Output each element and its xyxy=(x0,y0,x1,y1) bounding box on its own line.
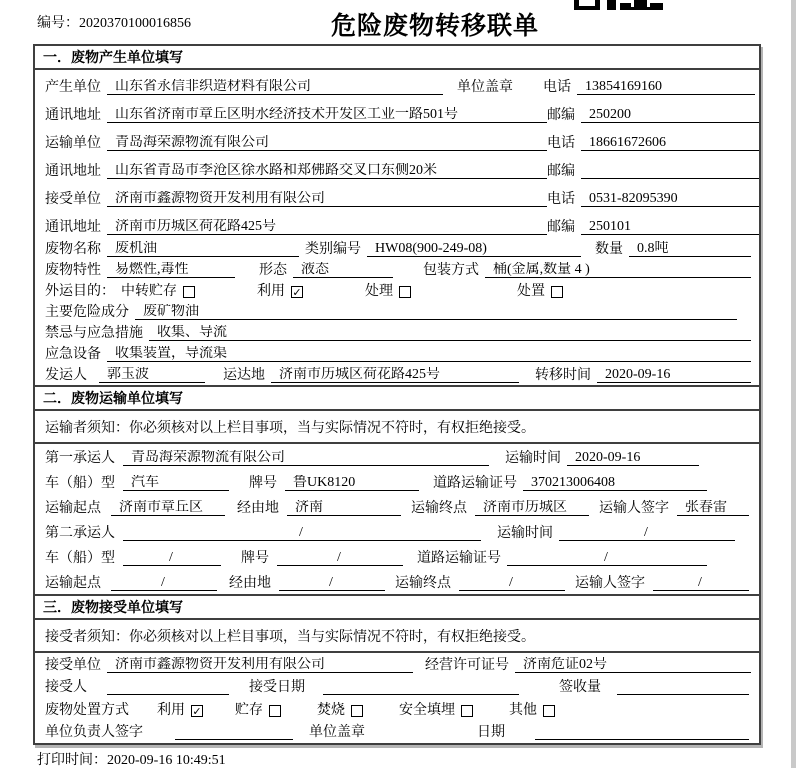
accept-unit-field: 济南市鑫源物资开发利用有限公司 xyxy=(107,657,413,673)
end2-field: / xyxy=(459,575,565,591)
leader-sign-field xyxy=(175,724,293,740)
row-taboo-measures xyxy=(35,322,759,343)
producer-zip-label: 邮编 xyxy=(547,108,575,123)
section-transporter-header: 二．废物运输单位填写 xyxy=(35,387,759,411)
transport-unit-field: 青岛海荣源物流有限公司 xyxy=(107,135,547,151)
signed-amount-label: 签收量 xyxy=(559,680,601,695)
row-carrier2 xyxy=(35,519,759,544)
date2-field xyxy=(535,724,749,740)
category-code-field: HW08(900-249-08) xyxy=(367,241,581,257)
disposal-option-incinerate: 焚烧 xyxy=(317,702,345,718)
row-vehicle2 xyxy=(35,544,759,569)
checkbox-disposal-landfill xyxy=(461,705,473,717)
row-emergency-equipment xyxy=(35,343,759,364)
carrier2-field: / xyxy=(123,525,481,541)
emergency-equipment-label: 应急设备 xyxy=(45,347,101,362)
hazard-component-field: 废矿物油 xyxy=(135,304,737,320)
serial-label: 编号： xyxy=(37,16,79,31)
row-receiver-unit xyxy=(35,182,759,210)
row-producer-unit xyxy=(35,70,759,98)
row-accept-person xyxy=(35,676,759,699)
waste-character-label: 废物特性 xyxy=(45,263,101,278)
row-disposal-method xyxy=(35,698,759,721)
transport-zip-label: 邮编 xyxy=(547,164,575,179)
quantity-field: 0.8吨 xyxy=(629,241,751,257)
plate2-field: / xyxy=(277,550,403,566)
leader-sign-label: 单位负责人签字 xyxy=(45,725,143,740)
transport-time2-label: 运输时间 xyxy=(497,526,553,541)
row-leader-sign xyxy=(35,721,759,744)
destination-label: 运达地 xyxy=(223,368,265,383)
print-time-label: 打印时间： xyxy=(37,753,107,768)
checkbox-disposal-incinerate xyxy=(351,705,363,717)
row-accept-unit xyxy=(35,653,759,676)
checkbox-treat xyxy=(399,286,411,298)
waste-name-label: 废物名称 xyxy=(45,242,101,257)
vehicle2-type-label: 车（船）型 xyxy=(45,551,115,566)
emergency-equipment-field: 收集装置，导流渠 xyxy=(107,346,751,362)
via2-field: / xyxy=(279,575,385,591)
waste-name-field: 废机油 xyxy=(107,241,299,257)
disposal-option-use: 利用 xyxy=(157,702,185,718)
transfer-date-field: 2020-09-16 xyxy=(597,367,751,383)
vehicle2-type-field: / xyxy=(123,550,221,566)
transport-phone-field: 18661672606 xyxy=(581,135,759,151)
accept-unit-label: 接受单位 xyxy=(45,657,101,673)
row-transport-address xyxy=(35,154,759,182)
qr-code-fragment xyxy=(574,0,666,10)
row-sender xyxy=(35,364,759,385)
receiver-notice: 接受者须知：你必须核对以上栏目事项，当与实际情况不符时，有权拒绝接受。 xyxy=(35,620,759,653)
print-time-value: 2020-09-16 10:49:51 xyxy=(107,753,226,768)
checkbox-disposal-other xyxy=(543,705,555,717)
checkbox-disposal-use: ✓ xyxy=(192,705,202,717)
origin1-field: 济南市章丘区 xyxy=(111,500,225,516)
transport-time2-field: / xyxy=(559,525,735,541)
transport-time1-label: 运输时间 xyxy=(505,451,561,466)
page-title: 危险废物转移联单 xyxy=(331,13,540,40)
end2-label: 运输终点 xyxy=(395,576,451,591)
accept-date-field xyxy=(323,679,519,695)
packing-label: 包装方式 xyxy=(423,263,479,278)
receiver-zip-label: 邮编 xyxy=(547,220,575,235)
accept-person-label: 接受人 xyxy=(45,680,87,695)
purpose-option-dispose: 处置 xyxy=(517,284,545,299)
plate1-field: 鲁UK8120 xyxy=(285,475,419,491)
packing-field: 桶(金属,数量 4 ) xyxy=(485,262,751,278)
row-receiver-address xyxy=(35,210,759,238)
qr-block xyxy=(607,0,616,10)
purpose-option-treat: 处理 xyxy=(365,284,393,299)
permit-number-label: 经营许可证号 xyxy=(425,657,509,673)
receiver-phone-label: 电话 xyxy=(547,192,575,207)
via1-label: 经由地 xyxy=(237,501,279,516)
via2-label: 经由地 xyxy=(229,576,271,591)
row-waste-character xyxy=(35,259,759,280)
qr-block xyxy=(629,7,663,10)
form-field: 液态 xyxy=(293,262,393,278)
end1-label: 运输终点 xyxy=(411,501,467,516)
producer-phone-field: 13854169160 xyxy=(577,79,755,95)
transport-address-label: 通讯地址 xyxy=(45,164,101,179)
purpose-option-use: 利用 xyxy=(257,284,285,299)
carrier1-field: 青岛海荣源物流有限公司 xyxy=(123,450,489,466)
transport-unit-label: 运输单位 xyxy=(45,136,101,151)
destination-field: 济南市历城区荷花路425号 xyxy=(271,367,519,383)
carrier2-label: 第二承运人 xyxy=(45,526,115,541)
disposal-option-storage: 贮存 xyxy=(235,702,263,718)
section-receiver-header: 三．废物接受单位填写 xyxy=(35,596,759,620)
permit-number-field: 济南危证02号 xyxy=(515,657,751,673)
disposal-option-landfill: 安全填埋 xyxy=(399,702,455,718)
form-label: 形态 xyxy=(259,263,287,278)
road-license1-field: 370213006408 xyxy=(523,475,707,491)
transport-time1-field: 2020-09-16 xyxy=(567,450,699,466)
via1-field: 济南 xyxy=(287,500,401,516)
receiver-phone-field: 0531-82095390 xyxy=(581,191,759,207)
receiver-address-label: 通讯地址 xyxy=(45,220,101,235)
waste-character-field: 易燃性,毒性 xyxy=(107,262,235,278)
plate1-label: 牌号 xyxy=(249,476,277,491)
serial-value: 2020370100016856 xyxy=(79,16,191,31)
date2-label: 日期 xyxy=(477,725,505,740)
unit-seal2-label: 单位盖章 xyxy=(309,725,365,740)
checkbox-transfer-storage xyxy=(183,286,195,298)
serial-number xyxy=(37,12,191,32)
page-edge xyxy=(791,0,796,768)
transport-zip-field xyxy=(581,163,759,179)
receiver-unit-label: 接受单位 xyxy=(45,192,101,207)
section-transporter xyxy=(35,385,759,594)
transport-phone-label: 电话 xyxy=(547,136,575,151)
qr-block xyxy=(574,0,600,10)
disposal-option-other: 其他 xyxy=(509,702,537,718)
producer-phone-label: 电话 xyxy=(543,80,571,95)
row-hazard-component xyxy=(35,301,759,322)
transfer-date-label: 转移时间 xyxy=(535,368,591,383)
purpose-option-transfer-storage: 中转贮存 xyxy=(121,284,177,299)
origin1-label: 运输起点 xyxy=(45,501,101,516)
disposal-method-label: 废物处置方式 xyxy=(45,702,129,718)
transporter-notice: 运输者须知：你必须核对以上栏目事项，当与实际情况不符时，有权拒绝接受。 xyxy=(35,411,759,444)
category-code-label: 类别编号 xyxy=(305,242,361,257)
producer-unit-field: 山东省永信非织造材料有限公司 xyxy=(107,79,443,95)
hazard-component-label: 主要危险成分 xyxy=(45,305,129,320)
sign2-label: 运输人签字 xyxy=(575,576,645,591)
manifest-table xyxy=(33,44,761,745)
receiver-address-field: 济南市历城区荷花路425号 xyxy=(107,219,547,235)
carrier1-label: 第一承运人 xyxy=(45,451,115,466)
checkbox-disposal-storage xyxy=(269,705,281,717)
quantity-label: 数量 xyxy=(595,242,623,257)
sender-label: 发运人 xyxy=(45,368,87,383)
end1-field: 济南市历城区 xyxy=(475,500,589,516)
receiver-unit-field: 济南市鑫源物资开发利用有限公司 xyxy=(107,191,547,207)
purpose-label: 外运目的： xyxy=(45,284,115,299)
taboo-measures-field: 收集、导流 xyxy=(149,325,751,341)
row-transport-unit xyxy=(35,126,759,154)
row-route2 xyxy=(35,569,759,594)
road-license2-label: 道路运输证号 xyxy=(417,551,501,566)
checkbox-use: ✓ xyxy=(292,287,302,298)
origin2-field: / xyxy=(111,575,217,591)
producer-zip-field: 250200 xyxy=(581,107,759,123)
vehicle1-type-field: 汽车 xyxy=(123,475,229,491)
unit-seal-label: 单位盖章 xyxy=(457,80,513,95)
signed-amount-field xyxy=(617,679,749,695)
taboo-measures-label: 禁忌与应急措施 xyxy=(45,326,143,341)
accept-person-field xyxy=(107,679,229,695)
vehicle1-type-label: 车（船）型 xyxy=(45,476,115,491)
accept-date-label: 接受日期 xyxy=(249,680,305,695)
transport-address-field: 山东省青岛市李沧区徐水路和郑佛路交叉口东侧20米 xyxy=(107,163,547,179)
receiver-zip-field: 250101 xyxy=(581,219,759,235)
sign1-field: 张春雷 xyxy=(677,500,749,516)
row-waste-name xyxy=(35,238,759,259)
sign2-field: / xyxy=(653,575,749,591)
producer-address-field: 山东省济南市章丘区明水经济技术开发区工业一路501号 xyxy=(107,107,547,123)
plate2-label: 牌号 xyxy=(241,551,269,566)
row-vehicle1 xyxy=(35,469,759,494)
row-transfer-purpose xyxy=(35,280,759,301)
row-producer-address xyxy=(35,98,759,126)
section-producer-header: 一．废物产生单位填写 xyxy=(35,46,759,70)
print-time xyxy=(37,749,226,769)
origin2-label: 运输起点 xyxy=(45,576,101,591)
row-route1 xyxy=(35,494,759,519)
checkbox-dispose xyxy=(551,286,563,298)
section-producer xyxy=(35,46,759,385)
producer-address-label: 通讯地址 xyxy=(45,108,101,123)
road-license2-field: / xyxy=(507,550,707,566)
sender-field: 郭玉波 xyxy=(99,367,205,383)
producer-unit-label: 产生单位 xyxy=(45,80,101,95)
section-receiver xyxy=(35,594,759,743)
sign1-label: 运输人签字 xyxy=(599,501,669,516)
road-license1-label: 道路运输证号 xyxy=(433,476,517,491)
row-carrier1 xyxy=(35,444,759,469)
